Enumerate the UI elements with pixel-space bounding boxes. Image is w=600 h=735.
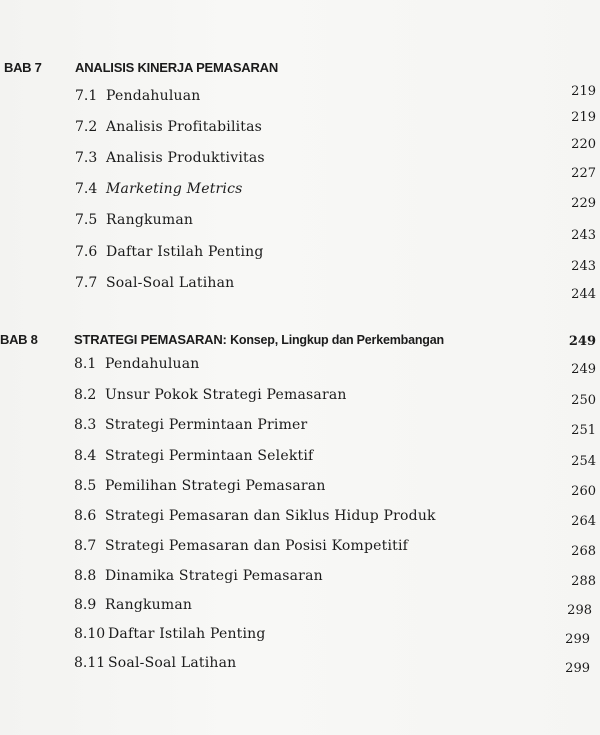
section-number: 8.8: [74, 568, 97, 584]
section-title: Strategi Pemasaran dan Siklus Hidup Produk: [105, 508, 436, 524]
section-title: Soal-Soal Latihan: [106, 275, 235, 291]
toc-entry: [0, 356, 600, 380]
section-page: 299: [565, 661, 590, 676]
toc-entry: [0, 568, 600, 592]
section-page: 264: [571, 514, 596, 529]
toc-entry: [0, 448, 600, 472]
section-page: 288: [571, 574, 596, 589]
section-number: 7.3: [75, 150, 98, 166]
section-number: 8.4: [74, 448, 97, 464]
section-title: Rangkuman: [106, 212, 194, 228]
section-page: 251: [571, 423, 596, 438]
section-page: 268: [571, 544, 596, 559]
section-title: Strategi Pemasaran dan Posisi Kompetitif: [105, 538, 409, 554]
section-page: 219: [571, 84, 596, 99]
section-title: Analisis Produktivitas: [106, 150, 265, 166]
section-number: 7.2: [75, 119, 98, 135]
toc-entry: [0, 387, 600, 411]
toc-entry: [0, 626, 600, 650]
section-number: 8.3: [74, 417, 97, 433]
section-page: 219: [571, 110, 596, 125]
section-page: 249: [571, 362, 596, 377]
section-title: Pendahuluan: [106, 88, 201, 104]
section-number: 7.5: [75, 212, 98, 228]
section-title: Dinamika Strategi Pemasaran: [105, 568, 323, 584]
section-title: Pendahuluan: [105, 356, 200, 372]
toc-entry: [0, 508, 600, 532]
toc-entry: [0, 655, 600, 679]
chapter-title: ANALISIS KINERJA PEMASARAN: [75, 60, 279, 75]
section-number: 8.1: [74, 356, 97, 372]
chapter-heading-7: [0, 60, 600, 84]
section-title: Pemilihan Strategi Pemasaran: [105, 478, 326, 494]
chapter-title-main: STRATEGI PEMASARAN:: [74, 332, 227, 347]
chapter-number: BAB 8: [0, 332, 38, 347]
section-page: 227: [571, 166, 596, 181]
section-title: Strategi Permintaan Primer: [105, 417, 308, 433]
toc-entry: [0, 597, 600, 621]
section-page: 299: [565, 632, 590, 647]
section-number: 7.1: [75, 88, 98, 104]
toc-entry: [0, 110, 600, 143]
section-number: 8.6: [74, 508, 97, 524]
section-page: 298: [567, 603, 592, 618]
chapter-page: 249: [568, 334, 596, 349]
section-title: Rangkuman: [105, 597, 193, 613]
section-number: 8.5: [74, 478, 97, 494]
toc-entry: [0, 417, 600, 441]
toc-entry: [0, 166, 600, 205]
section-page: 254: [571, 454, 596, 469]
section-number: 7.6: [75, 244, 98, 260]
section-page: 243: [571, 259, 596, 274]
toc-entry: [0, 196, 600, 236]
section-page: 229: [571, 196, 596, 211]
toc-entry: [0, 137, 600, 174]
section-title: Daftar Istilah Penting: [106, 244, 264, 260]
section-title: Marketing Metrics: [106, 181, 243, 197]
toc-entry: [0, 538, 600, 562]
section-number: 8.2: [74, 387, 97, 403]
chapter-heading-8: [0, 332, 600, 356]
section-title: Unsur Pokok Strategi Pemasaran: [105, 387, 347, 403]
section-page: 244: [571, 287, 596, 302]
section-page: 243: [571, 228, 596, 243]
section-title: Daftar Istilah Penting: [108, 626, 266, 642]
chapter-number: BAB 7: [4, 60, 42, 75]
toc-entry: [0, 478, 600, 502]
toc-entry: [0, 287, 600, 311]
section-title: Strategi Permintaan Selektif: [105, 448, 314, 464]
section-number: 8.9: [74, 597, 97, 613]
chapter-subtitle: Konsep, Lingkup dan Perkembangan: [230, 333, 444, 347]
section-page: 220: [571, 137, 596, 152]
section-number: 7.4: [75, 181, 98, 197]
section-number: 7.7: [75, 275, 98, 291]
toc-entry: [0, 84, 600, 112]
section-number: 8.10: [74, 626, 106, 642]
section-title: Analisis Profitabilitas: [106, 119, 263, 135]
section-number: 8.11: [74, 655, 106, 671]
section-page: 260: [571, 484, 596, 499]
chapter-title: [74, 332, 444, 347]
section-page: 250: [571, 393, 596, 408]
section-number: 8.7: [74, 538, 97, 554]
section-title: Soal-Soal Latihan: [108, 655, 237, 671]
toc-entry: [0, 228, 600, 268]
